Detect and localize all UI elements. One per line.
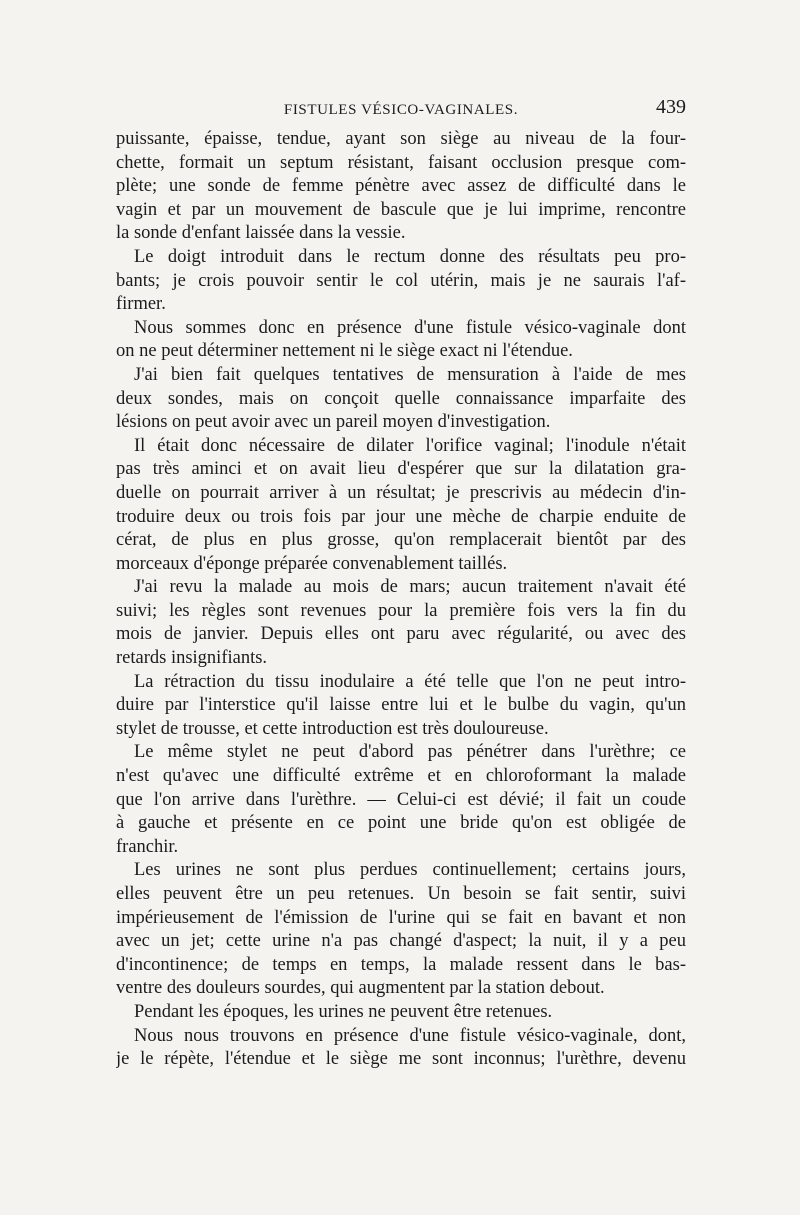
text-line: avec un jet; cette urine n'a pas changé d'aspect; la nuit, il y a peu [116,931,686,952]
page-header [116,96,686,122]
text-line: la sonde d'enfant laissée dans la vessie. [116,223,406,244]
text-line: Pendant les époques, les urines ne peuvent être retenues. [134,1001,553,1022]
text-line: bants; je crois pouvoir sentir le col utérin, mais je ne saurais l'af- [116,270,686,291]
text-line: vagin et par un mouvement de bascule que je lui imprime, rencontre [116,199,686,220]
text-line: chette, formait un septum résistant, faisant occlusion presque com- [116,152,686,173]
text-line: duire par l'interstice qu'il laisse entre lui et le bulbe du vagin, qu'un [116,695,686,716]
text-line: troduire deux ou trois fois par jour une mèche de charpie enduite de [116,506,686,527]
text-line: lésions on peut avoir avec un pareil moyen d'investigation. [116,412,551,433]
text-line: pas très aminci et on avait lieu d'espérer que sur la dilatation gra- [116,459,686,480]
text-line: je le répète, l'étendue et le siège me sont inconnus; l'urèthre, devenu [116,1049,686,1070]
text-line: mois de janvier. Depuis elles ont paru avec régularité, ou avec des [116,624,686,645]
text-line: La rétraction du tissu inodulaire a été telle que l'on ne peut intro- [134,671,686,692]
text-line: morceaux d'éponge préparée convenablement taillés. [116,553,508,574]
text-line: retards insignifiants. [116,648,268,669]
text-line: J'ai bien fait quelques tentatives de mensuration à l'aide de mes [134,364,686,385]
text-line: firmer. [116,294,166,315]
text-line: deux sondes, mais on conçoit quelle connaissance imparfaite des [116,388,686,409]
text-line: franchir. [116,836,179,857]
text-line: impérieusement de l'émission de l'urine qui se fait en bavant et non [116,907,686,928]
running-title: FISTULES VÉSICO-VAGINALES. [283,102,519,118]
text-line: Le même stylet ne peut d'abord pas pénétrer dans l'urèthre; ce [134,742,686,763]
text-line: Le doigt introduit dans le rectum donne des résultats peu pro- [134,246,686,267]
text-line: Nous sommes donc en présence d'une fistule vésico-vaginale dont [134,317,686,338]
text-line: elles peuvent être un peu retenues. Un besoin se fait sentir, suivi [116,884,686,904]
text-line: Il était donc nécessaire de dilater l'orifice vaginal; l'inodule n'était [134,435,686,456]
page-number: 439 [656,96,686,118]
text-line: suivi; les règles sont revenues pour la première fois vers la fin du [116,600,686,621]
text-line: J'ai revu la malade au mois de mars; aucun traitement n'avait été [134,577,686,598]
text-line: Les urines ne sont plus perdues continuellement; certains jours, [134,860,686,881]
text-line: n'est qu'avec une difficulté extrême et en chloroformant la malade [116,766,686,787]
text-line: d'incontinence; de temps en temps, la malade ressent dans le bas- [116,954,686,975]
text-line: plète; une sonde de femme pénètre avec assez de difficulté dans le [116,176,686,197]
text-line: ventre des douleurs sourdes, qui augmentent par la station debout. [116,978,605,999]
text-line: Nous nous trouvons en présence d'une fistule vésico-vaginale, dont, [134,1025,686,1046]
text-line: on ne peut déterminer nettement ni le siège exact ni l'étendue. [116,341,573,362]
body-text [116,128,686,1072]
text-line: puissante, épaisse, tendue, ayant son siège au niveau de la four- [116,129,686,149]
text-line: duelle on pourrait arriver à un résultat; je prescrivis au médecin d'in- [116,482,686,503]
text-line: cérat, de plus en plus grosse, qu'on remplacerait bientôt par des [116,530,686,551]
text-line: stylet de trousse, et cette introduction est très douloureuse. [116,718,549,739]
text-line: à gauche et présente en ce point une bride qu'on est obligée de [116,813,686,834]
text-line: que l'on arrive dans l'urèthre. — Celui-ci est dévié; il fait un coude [116,789,686,810]
